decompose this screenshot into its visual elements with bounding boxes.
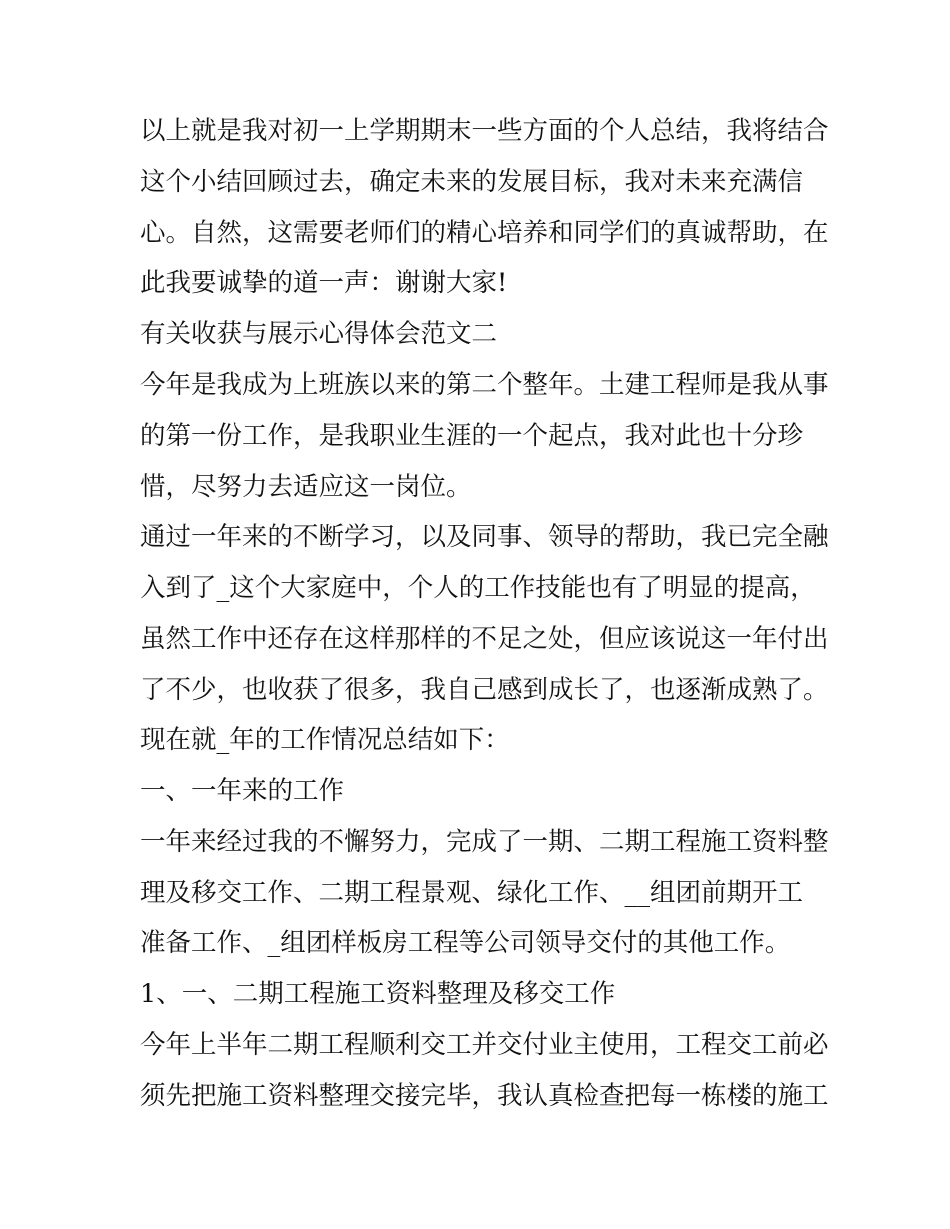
section-heading: 1、一、二期工程施工资料整理及移交工作 [140,979,616,1009]
text-line: 的第一份工作，是我职业生涯的一个起点，我对此也十分珍 [140,421,804,451]
text-line: 心。自然，这需要老师们的精心培养和同学们的真诚帮助，在 [140,218,829,248]
text-line: 理及移交工作、二期工程景观、绿化工作、__组团前期开工 [140,878,804,908]
text-line: 须先把施工资料整理交接完毕，我认真检查把每一栋楼的施工 [140,1081,829,1111]
text-line: 今年是我成为上班族以来的第二个整年。土建工程师是我从事 [140,370,829,400]
text-line: 准备工作、_组团样板房工程等公司领导交付的其他工作。 [140,928,791,958]
section-heading: 有关收获与展示心得体会范文二 [140,319,498,349]
text-line: 虽然工作中还存在这样那样的不足之处，但应该说这一年付出 [140,624,829,654]
text-line: 惜，尽努力去适应这一岗位。 [140,472,472,502]
text-line: 这个小结回顾过去，确定未来的发展目标，我对未来充满信 [140,167,804,197]
text-line: 入到了_这个大家庭中，个人的工作技能也有了明显的提高， [140,573,816,603]
text-line: 现在就_年的工作情况总结如下： [140,725,510,755]
section-heading: 一、一年来的工作 [140,776,345,806]
text-line: 此我要诚挚的道一声：谢谢大家! [140,268,508,298]
text-line: 通过一年来的不断学习，以及同事、领导的帮助，我已完全融 [140,522,829,552]
text-line: 今年上半年二期工程顺利交工并交付业主使用，工程交工前必 [140,1030,829,1060]
text-line: 了不少，也收获了很多，我自己感到成长了，也逐渐成熟了。 [140,675,829,705]
text-line: 以上就是我对初一上学期期末一些方面的个人总结，我将结合 [140,116,829,146]
text-line: 一年来经过我的不懈努力，完成了一期、二期工程施工资料整 [140,827,829,857]
